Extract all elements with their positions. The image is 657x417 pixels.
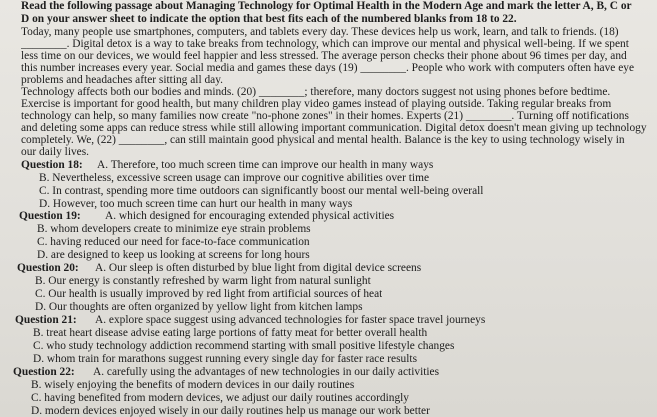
question-label: Question 18: [21,159,83,171]
instruction-line-1: Read the following passage about Managing Technology for Optimal Health in the Modern Age and mark the letter A, B, C or [21,0,632,12]
passage-line: this number increases every year. Social media and games these days (19) ________. People who work with computers often have eye [21,62,635,74]
option-d[interactable]: D. However, too much screen time can hurt our health in many ways [39,198,353,210]
option-a[interactable]: A. Therefore, too much screen time can improve our health in many ways [97,159,434,171]
question-label: Question 21: [15,314,77,326]
option-b[interactable]: B. whom developers create to minimize eye strain problems [37,223,311,235]
passage-line: less time on our devices, we would feel happier and less stressed. The average person checks their phone about 96 times per day, and [21,50,627,62]
option-a[interactable]: A. Our sleep is often disturbed by blue light from digital device screens [95,262,422,274]
passage-line: technology can help, so many families now create "no-phone zones" in their homes. Experts (21) ________. Turning off notifications [21,110,629,122]
passage-line: ________. Digital detox is a way to take breaks from technology, which can improve our mental and physical well-being. If we spent [21,38,629,50]
passage-line: Technology affects both our bodies and minds. (20) ________; therefore, many doctors suggest not using phones before bedtime. [21,86,611,98]
question-label: Question 19: [19,210,81,222]
option-d[interactable]: D. whom train for marathons suggest running every single day for faster race results [33,353,418,365]
passage-line: and deleting some apps can reduce stress while still allowing important communication. Digital detox doesn't mean giving up technology [21,122,647,134]
passage-line: Today, many people use smartphones, computers, and tablets every day. These devices help us work, learn, and talk to friends. (18) [21,26,619,38]
option-c[interactable]: C. having benefited from modern devices, we adjust our daily routines accordingly [31,392,409,404]
option-b[interactable]: B. treat heart disease advise eating large portions of fatty meat for better overall health [33,327,428,339]
option-a[interactable]: A. carefully using the advantages of new technologies in our daily activities [93,366,440,378]
option-b[interactable]: B. wisely enjoying the benefits of modern devices in our daily routines [31,379,355,391]
passage-line: our daily lives. [21,146,90,158]
question-label: Question 20: [17,262,79,274]
option-d[interactable]: D. Our thoughts are often organized by yellow light from kitchen lamps [35,301,363,313]
option-b[interactable]: B. Our energy is constantly refreshed by warm light from natural sunlight [35,275,371,287]
option-c[interactable]: C. In contrast, spending more time outdoors can significantly boost our mental well-being overall [39,185,484,197]
option-c[interactable]: C. Our health is usually improved by red light from artificial sources of heat [35,288,383,300]
option-d[interactable]: D. modern devices enjoyed wisely in our daily routines help us manage our work better [31,405,430,417]
option-d[interactable]: D. are designed to keep us looking at screens for long hours [37,249,310,261]
passage-line: completely. We, (22) ________, can still maintain good physical and mental health. Balance is the key to using technology wisely in [21,134,625,146]
passage-line: Exercise is important for good health, but many children play video games instead of playing outside. Taking regular breaks from [21,98,612,110]
option-a[interactable]: A. which designed for encouraging extended physical activities [105,210,395,222]
option-c[interactable]: C. having reduced our need for face-to-face communication [37,236,310,248]
option-a[interactable]: A. explore space suggest using advanced technologies for faster space travel journeys [95,314,486,326]
question-label: Question 22: [13,366,75,378]
option-c[interactable]: C. who study technology addiction recommend starting with small positive lifestyle changes [33,340,455,352]
option-b[interactable]: B. Nevertheless, excessive screen usage can improve our cognitive abilities over time [39,172,429,184]
instruction-line-2: D on your answer sheet to indicate the option that best fits each of the numbered blanks from 18 to 22. [21,13,517,25]
passage-line: problems and headaches after sitting all day. [21,74,224,86]
